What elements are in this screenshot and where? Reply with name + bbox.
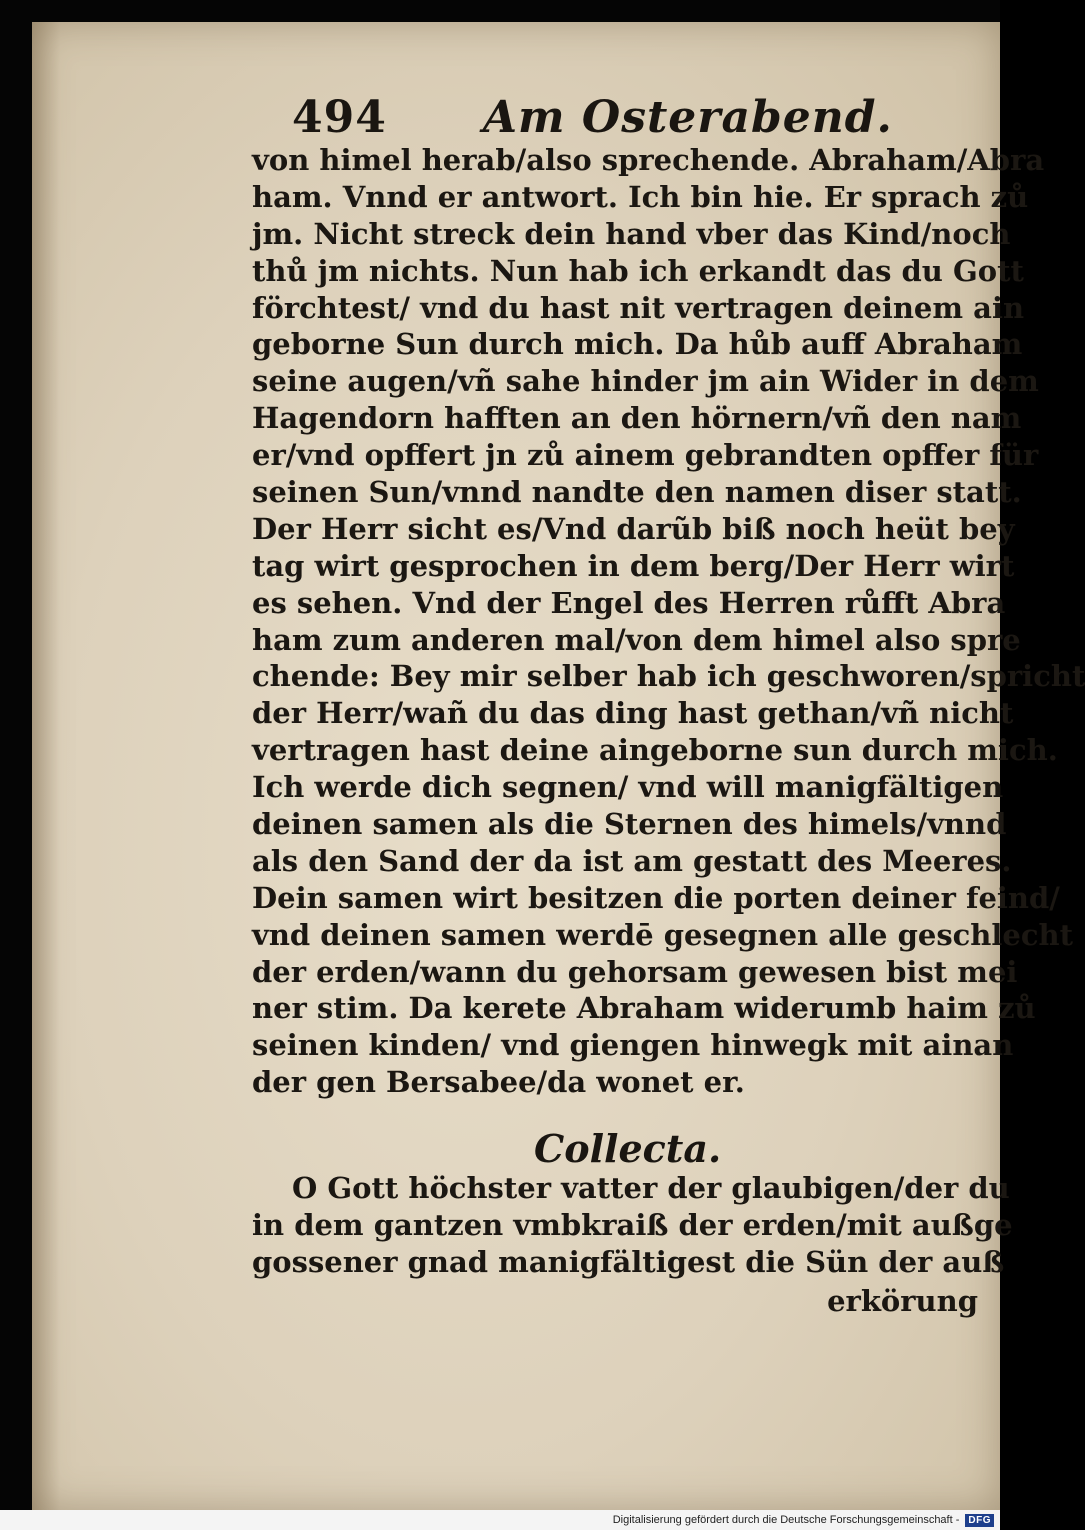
section-heading: Collecta. bbox=[534, 1126, 722, 1171]
text-line: ner stim. Da kerete Abraham widerumb haim zů bbox=[252, 991, 1036, 1026]
collect-line: in dem gantzen vmbkraiß der erden/mit außge bbox=[252, 1207, 1013, 1242]
text-line: vnd deinen samen werdē gesegnen alle geschlecht bbox=[252, 917, 1073, 952]
text-line: als den Sand der da ist am gestatt des Meeres. bbox=[252, 843, 1012, 878]
text-line: jm. Nicht streck dein hand vber das Kind/noch bbox=[252, 216, 1011, 251]
text-line: Dein samen wirt besitzen die porten deiner feind/ bbox=[252, 880, 1060, 915]
text-line: ham. Vnnd er antwort. Ich bin hie. Er sprach zů bbox=[252, 179, 1029, 214]
text-line: er/vnd opffert jn zů ainem gebrandten opffer für bbox=[252, 438, 1039, 473]
text-line: seine augen/vñ sahe hinder jm ain Wider in dem bbox=[252, 364, 1039, 399]
text-line: der erden/wann du gehorsam gewesen bist mei bbox=[252, 954, 1018, 989]
text-line: vertragen hast deine aingeborne sun durch mich. bbox=[252, 733, 1058, 768]
text-line: Ich werde dich segnen/ vnd will manigfältigen bbox=[252, 770, 1004, 805]
page-header bbox=[292, 92, 893, 148]
text-line: geborne Sun durch mich. Da hůb auff Abraham bbox=[252, 327, 1023, 362]
text-line: tag wirt gesprochen in dem berg/Der Herr wirt bbox=[252, 548, 1015, 583]
text-line: ham zum anderen mal/von dem himel also spre bbox=[252, 622, 1021, 657]
text-line: förchtest/ vnd du hast nit vertragen deinem ain bbox=[252, 290, 1025, 325]
text-line: der gen Bersabee/da wonet er. bbox=[252, 1065, 745, 1100]
text-line: von himel herab/also sprechende. Abraham/Abra bbox=[252, 143, 1045, 177]
collect-line: O Gott höchster vatter der glaubigen/der du bbox=[292, 1171, 1010, 1205]
text-line: chende: Bey mir selber hab ich geschworen/spricht bbox=[252, 659, 1085, 694]
dfg-logo-icon: DFG bbox=[965, 1514, 994, 1527]
text-line: thů jm nichts. Nun hab ich erkandt das du Gott bbox=[252, 253, 1024, 288]
footer-bar bbox=[0, 1510, 1000, 1530]
collect-text bbox=[252, 1170, 1013, 1281]
text-line: seinen Sun/vnnd nandte den namen diser statt. bbox=[252, 475, 1022, 510]
text-line: der Herr/wañ du das ding hast gethan/vñ nicht bbox=[252, 696, 1014, 731]
body-text bbox=[252, 142, 1085, 1101]
collect-line: gossener gnad manigfältigest die Sün der auß bbox=[252, 1244, 1005, 1279]
text-line: seinen kinden/ vnd giengen hinwegk mit ainan bbox=[252, 1028, 1014, 1063]
text-line: Hagendorn hafften an den hörnern/vñ den nam bbox=[252, 401, 1022, 436]
text-line: deinen samen als die Sternen des himels/vnnd bbox=[252, 807, 1007, 842]
footer-credit: Digitalisierung gefördert durch die Deutsche Forschungsgemeinschaft - bbox=[612, 1514, 960, 1526]
text-line: Der Herr sicht es/Vnd darũb biß noch heüt bey bbox=[252, 511, 1015, 546]
text-line: es sehen. Vnd der Engel des Herren růfft Abra bbox=[252, 585, 1006, 620]
catchword: erkörung bbox=[827, 1284, 978, 1318]
page-number: 494 bbox=[292, 92, 387, 143]
running-title: Am Osterabend. bbox=[482, 92, 893, 143]
